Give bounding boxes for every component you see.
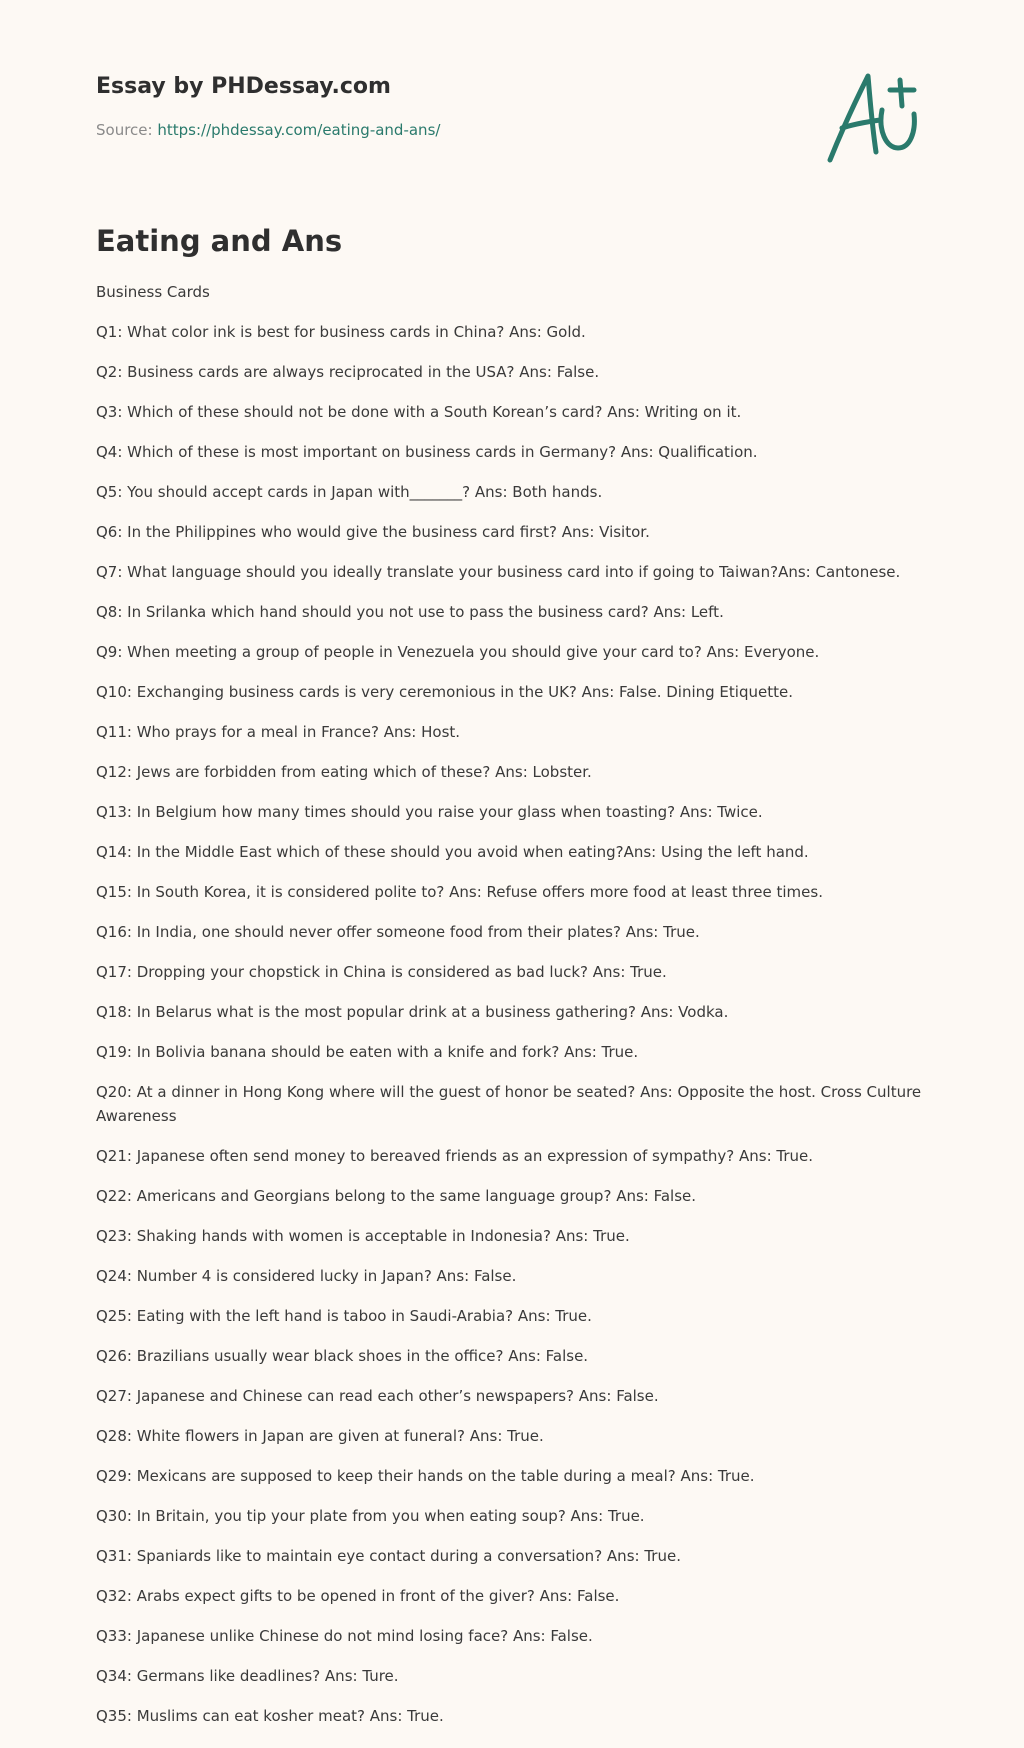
essay-paragraph: Q16: In India, one should never offer someone food from their plates? Ans: True. (96, 923, 700, 941)
essay-paragraph: Q21: Japanese often send money to bereaved friends as an expression of sympathy? Ans: True. (96, 1147, 814, 1165)
essay-paragraph: Q32: Arabs expect gifts to be opened in front of the giver? Ans: False. (96, 1587, 620, 1605)
source-link[interactable]: https://phdessay.com/eating-and-ans/ (157, 121, 441, 139)
essay-paragraph: Q1: What color ink is best for business cards in China? Ans: Gold. (96, 323, 586, 341)
essay-paragraph: Q30: In Britain, you tip your plate from you when eating soup? Ans: True. (96, 1507, 645, 1525)
essay-body (96, 280, 936, 1728)
essay-paragraph: Q13: In Belgium how many times should you raise your glass when toasting? Ans: Twice. (96, 803, 763, 821)
essay-paragraph: Q6: In the Philippines who would give the business card first? Ans: Visitor. (96, 523, 650, 541)
essay-paragraph: Q26: Brazilians usually wear black shoes in the office? Ans: False. (96, 1347, 589, 1365)
essay-paragraph: Q10: Exchanging business cards is very ceremonious in the UK? Ans: False. Dining Etiquette. (96, 683, 793, 701)
essay-paragraph: Q18: In Belarus what is the most popular drink at a business gathering? Ans: Vodka. (96, 1003, 729, 1021)
essay-paragraph: Q19: In Bolivia banana should be eaten with a knife and fork? Ans: True. (96, 1043, 639, 1061)
essay-paragraph: Q22: Americans and Georgians belong to the same language group? Ans: False. (96, 1187, 697, 1205)
essay-paragraph: Q7: What language should you ideally translate your business card into if going to Taiwan?Ans: Cantonese. (96, 563, 901, 581)
essay-paragraph: Q29: Mexicans are supposed to keep their hands on the table during a meal? Ans: True. (96, 1467, 755, 1485)
essay-paragraph: Q33: Japanese unlike Chinese do not mind losing face? Ans: False. (96, 1627, 593, 1645)
essay-paragraph: Q5: You should accept cards in Japan with_______? Ans: Both hands. (96, 483, 603, 501)
essay-paragraph: Q34: Germans like deadlines? Ans: Ture. (96, 1667, 399, 1685)
essay-paragraph: Q11: Who prays for a meal in France? Ans: Host. (96, 723, 461, 741)
essay-paragraph: Q2: Business cards are always reciprocated in the USA? Ans: False. (96, 363, 600, 381)
essay-paragraph: Q20: At a dinner in Hong Kong where will the guest of honor be seated? Ans: Opposite the host. Cross Culture Awareness (96, 1083, 922, 1125)
essay-paragraph: Q12: Jews are forbidden from eating which of these? Ans: Lobster. (96, 763, 592, 781)
essay-paragraph: Business Cards (96, 283, 210, 301)
source-line (96, 121, 936, 139)
essay-paragraph: Q15: In South Korea, it is considered polite to? Ans: Refuse offers more food at least three times. (96, 883, 823, 901)
source-label: Source: (96, 121, 153, 139)
essay-paragraph: Q14: In the Middle East which of these should you avoid when eating?Ans: Using the left hand. (96, 843, 809, 861)
brand-title: Essay by PHDessay.com (96, 74, 391, 99)
essay-paragraph: Q17: Dropping your chopstick in China is considered as bad luck? Ans: True. (96, 963, 667, 981)
essay-paragraph: Q4: Which of these is most important on business cards in Germany? Ans: Qualification. (96, 443, 758, 461)
essay-paragraph: Q35: Muslims can eat kosher meat? Ans: True. (96, 1707, 444, 1725)
a-plus-logo-icon (822, 70, 926, 166)
essay-paragraph: Q28: White flowers in Japan are given at funeral? Ans: True. (96, 1427, 544, 1445)
essay-paragraph: Q3: Which of these should not be done with a South Korean’s card? Ans: Writing on it. (96, 403, 742, 421)
essay-paragraph: Q23: Shaking hands with women is acceptable in Indonesia? Ans: True. (96, 1227, 630, 1245)
essay-paragraph: Q9: When meeting a group of people in Venezuela you should give your card to? Ans: Everyone. (96, 643, 820, 661)
essay-paragraph: Q31: Spaniards like to maintain eye contact during a conversation? Ans: True. (96, 1547, 681, 1565)
essay-paragraph: Q8: In Srilanka which hand should you not use to pass the business card? Ans: Left. (96, 603, 724, 621)
essay-paragraph: Q25: Eating with the left hand is taboo in Saudi-Arabia? Ans: True. (96, 1307, 592, 1325)
essay-title: Eating and Ans (96, 224, 343, 258)
essay-content (96, 224, 936, 1744)
essay-paragraph: Q24: Number 4 is considered lucky in Japan? Ans: False. (96, 1267, 517, 1285)
header (96, 74, 936, 164)
essay-paragraph: Q27: Japanese and Chinese can read each other’s newspapers? Ans: False. (96, 1387, 659, 1405)
